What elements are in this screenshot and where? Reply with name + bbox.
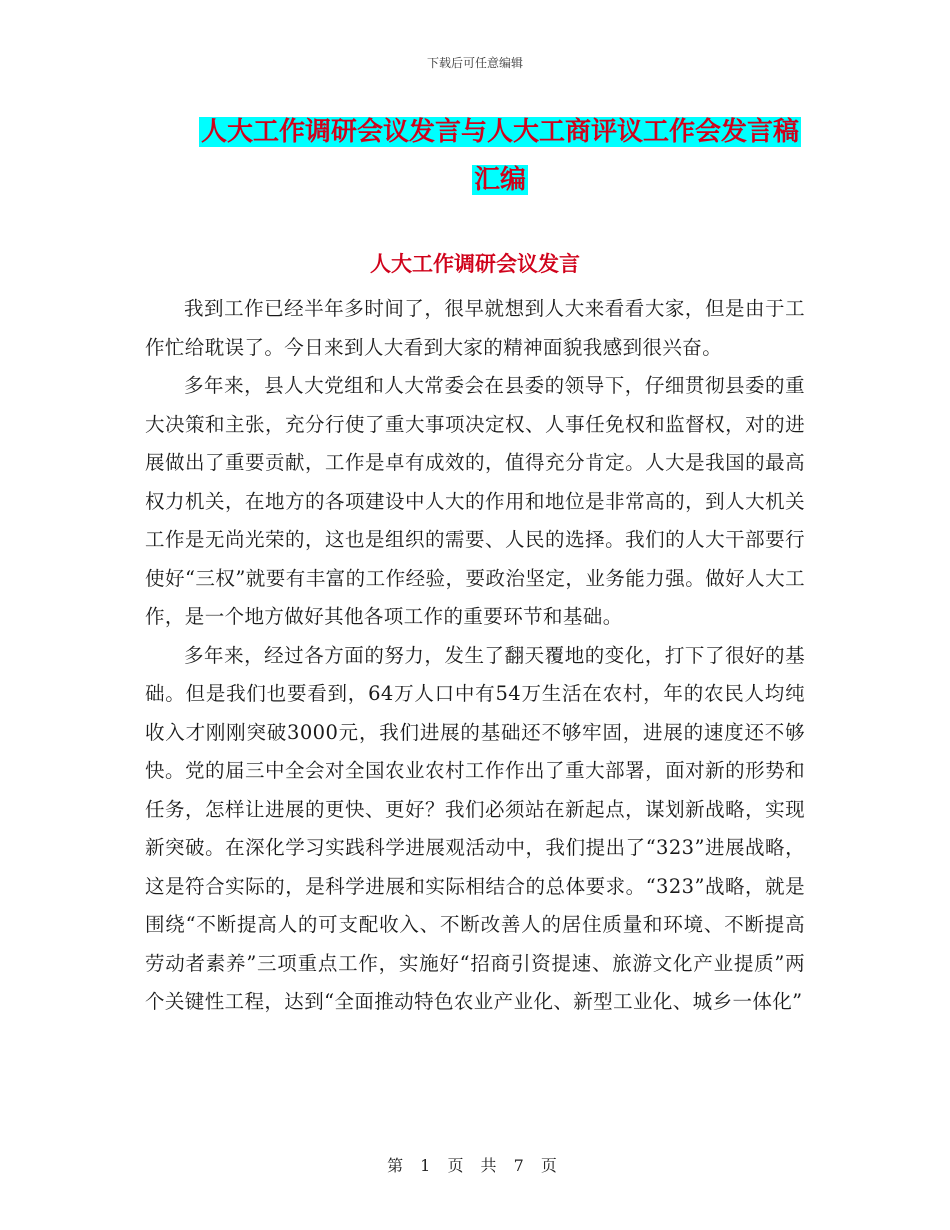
document-title-line-1: 人大工作调研会议发言与人大工商评议工作会发言稿 [200, 117, 799, 147]
paragraph: 多年来，经过各方面的努力，发生了翻天覆地的变化，打下了很好的基础。但是我们也要看到，64万人口中有54万生活在农村，年的农民人均纯收入才刚刚突破3000元，我们进展的基础还不够牢固，进展的速度还不够快。党的届三中全会对全国农业农村工作作出了重大部署，面对新的形势和任务，怎样让进展的更快、更好？我们必须站在新起点，谋划新战略，实现新突破。在深化学习实践科学进展观活动中，我们提出了“323”进展战略，这是符合实际的，是科学进展和实际相结合的总体要求。“323”战略，就是围绕“不断提高人的可支配收入、不断改善人的居住质量和环境、不断提高劳动者素养”三项重点工作，实施好“招商引资提速、旅游文化产业提质”两个关键性工程，达到“全面推动特色农业产业化、新型工业化、城乡一体化” [145, 643, 805, 1013]
document-title [150, 108, 850, 204]
document-title-line-2: 汇编 [473, 165, 526, 195]
paragraph: 我到工作已经半年多时间了，很早就想到人大来看看大家，但是由于工作忙给耽误了。今日来到人大看到大家的精神面貌我感到很兴奋。 [145, 297, 805, 359]
page-header-note: 下载后可任意编辑 [426, 56, 523, 70]
document-body [145, 290, 805, 1022]
section-title: 人大工作调研会议发言 [370, 252, 580, 276]
paragraph: 多年来，县人大党组和人大常委会在县委的领导下，仔细贯彻县委的重大决策和主张，充分行使了重大事项决定权、人事任免权和监督权，对的进展做出了重要贡献，工作是卓有成效的，值得充分肯定。人大是我国的最高权力机关，在地方的各项建设中人大的作用和地位是非常高的，到人大机关工作是无尚光荣的，这也是组织的需要、人民的选择。我们的人大干部要行使好“三权”就要有丰富的工作经验，要政治坚定，业务能力强。做好人大工作，是一个地方做好其他各项工作的重要环节和基础。 [145, 374, 805, 628]
page-number-footer: 第 1 页 共 7 页 [387, 1156, 563, 1175]
